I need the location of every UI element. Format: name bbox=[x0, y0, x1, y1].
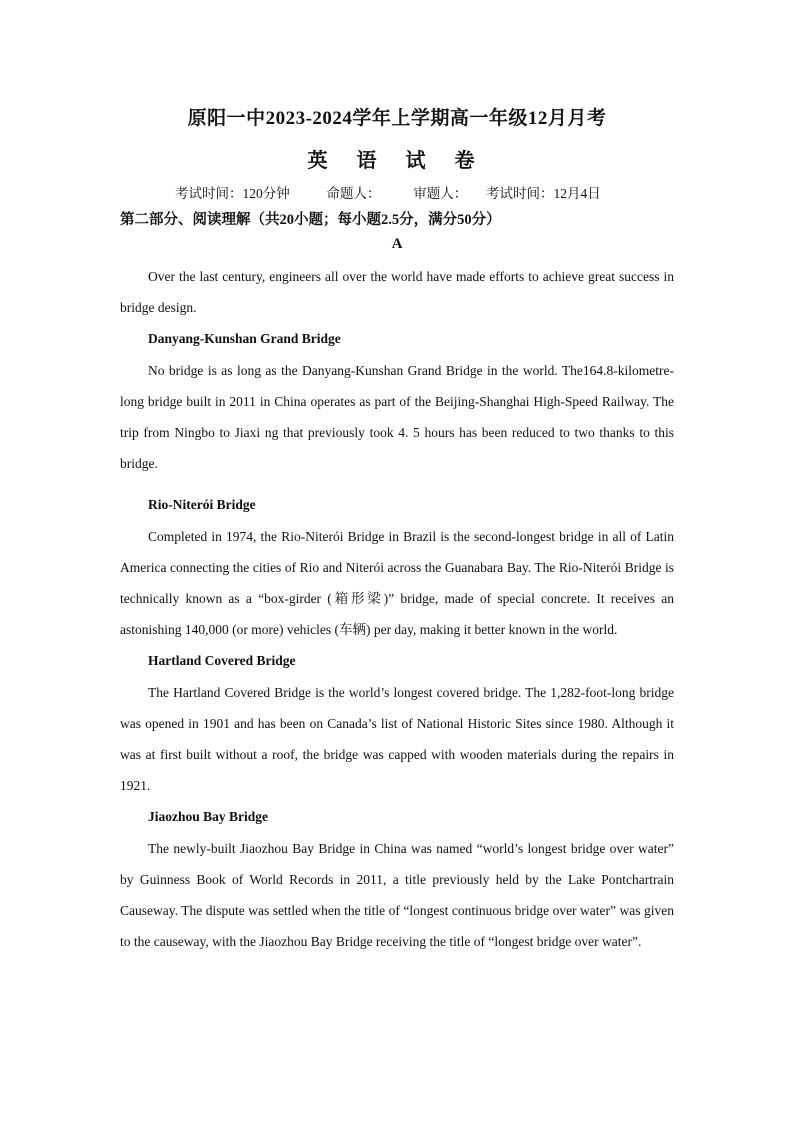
question-setter: 命题人： bbox=[326, 186, 381, 201]
intro-paragraph: Over the last century, engineers all over the world have made efforts to achieve great success in bridge design. bbox=[120, 269, 674, 316]
reviewer: 审题人： bbox=[413, 186, 468, 201]
exam-duration: 考试时间：120分钟 bbox=[175, 186, 290, 201]
bridge-heading: Danyang-Kunshan Grand Bridge bbox=[148, 331, 341, 347]
exam-subtitle: 英 语 试 卷 bbox=[307, 150, 487, 172]
exam-meta bbox=[175, 182, 601, 202]
bridge-paragraph: Completed in 1974, the Rio-Niterói Bridge in Brazil is the second-longest bridge in all of Latin America connecting the cities of Rio and Niterói across the Guanabara Bay. The Rio-Niterói Bridge is technically known as a “box-girder (箱形梁)” bridge, made of special concrete. It receives an astonishing 140,000 (or more) vehicles (车辆) per day, making it better known in the world. bbox=[120, 528, 674, 638]
exam-date: 考试时间：12月4日 bbox=[486, 186, 601, 201]
bridge-paragraph: The Hartland Covered Bridge is the world’s longest covered bridge. The 1,282-foot-long bridge was opened in 1901 and has been on Canada’s list of National Historic Sites since 1980. Although it was at first built without a roof, the bridge was capped with wooden materials during the repairs in 1921. bbox=[120, 684, 674, 794]
bridge-heading: Rio-Niterói Bridge bbox=[148, 497, 256, 513]
part-label: A bbox=[391, 236, 403, 252]
bridge-heading: Hartland Covered Bridge bbox=[148, 653, 296, 669]
section-heading: 第二部分、阅读理解（共20小题；每小题2.5分，满分50分） bbox=[120, 212, 501, 228]
exam-title: 原阳一中2023-2024学年上学期高一年级12月月考 bbox=[187, 108, 607, 129]
passage-body bbox=[120, 261, 674, 957]
bridge-heading: Jiaozhou Bay Bridge bbox=[148, 809, 269, 825]
bridge-paragraph: The newly-built Jiaozhou Bay Bridge in China was named “world’s longest bridge over water” by Guinness Book of World Records in 2011, a title previously held by the Lake Pontchartrain Causeway. The dispute was settled when the title of “longest continuous bridge over water” was given to the causeway, with the Jiaozhou Bay Bridge receiving the title of “longest bridge over water”. bbox=[120, 840, 674, 950]
bridge-paragraph: No bridge is as long as the Danyang-Kunshan Grand Bridge in the world. The164.8-kilometre-long bridge built in 2011 in China operates as part of the Beijing-Shanghai High-Speed Railway. The trip from Ningbo to Jiaxi ng that previously took 4. 5 hours has been reduced to two thanks to this bridge. bbox=[120, 362, 674, 472]
